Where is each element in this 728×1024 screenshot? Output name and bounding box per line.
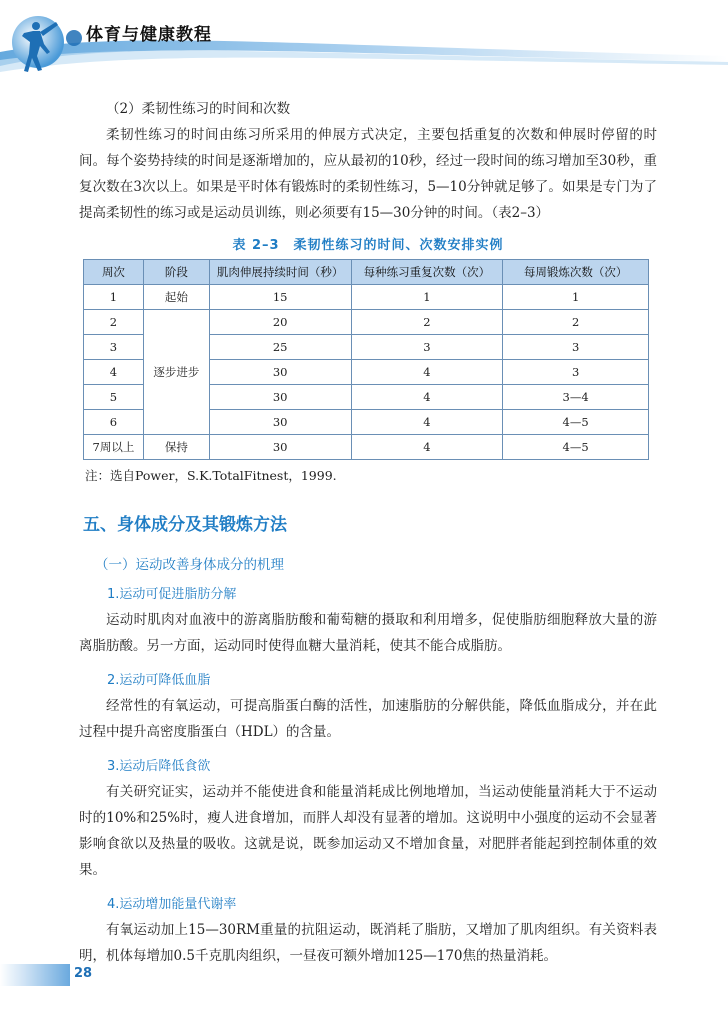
footer-bar (0, 964, 70, 986)
column-header: 阶段 (143, 260, 209, 285)
point-heading: 4.运动增加能量代谢率 (107, 897, 237, 912)
table-row (84, 310, 649, 335)
table-cell (143, 410, 209, 435)
point-paragraph: 有关研究证实，运动并不能使进食和能量消耗成比例地增加，当运动使能量消耗大于不运动时的10%和25%时，瘦人进食增加，而胖人却没有显著的增加。这说明中小强度的运动不会显著影响食欲以及热量的吸收。这就是说，既参加运动又不增加食量，对肥胖者能起到控制体重的效果。 (79, 784, 657, 878)
column-header: 每周锻炼次数（次） (503, 260, 649, 285)
table-cell: 起始 (143, 285, 209, 310)
point-paragraph: 有氧运动加上15—30RM重量的抗阻运动，既消耗了脂肪，又增加了肌肉组织。有关资料表明，机体每增加0.5千克肌肉组织，一昼夜可额外增加125—170焦的热量消耗。 (79, 922, 657, 964)
table-note: 注：选自Power，S.K.TotalFitnest，1999. (85, 468, 337, 483)
table-row (84, 385, 649, 410)
table-cell: 4 (351, 360, 503, 385)
table-row (84, 285, 649, 310)
table-cell: 30 (209, 435, 351, 460)
header-banner-graphic (0, 0, 728, 90)
flexibility-schedule-table (83, 259, 649, 460)
flexibility-paragraph: 柔韧性练习的时间由练习所采用的伸展方式决定，主要包括重复的次数和伸展时停留的时间。每个姿势持续的时间是逐渐增加的，应从最初的10秒，经过一段时间的练习增加至30秒，重复次数在3次以上。如果是平时体有锻炼时的柔韧性练习，5—10分钟就足够了。如果是专门为了提高柔韧性的练习或是运动员训练，则必须要有15—30分钟的时间。（表2–3） (79, 127, 657, 221)
point-heading: 1.运动可促进脂肪分解 (107, 587, 237, 602)
table-cell: 2 (84, 310, 144, 335)
section-heading: 五、身体成分及其锻炼方法 (83, 515, 287, 535)
page-number: 28 (74, 966, 93, 981)
table-cell: 3 (503, 360, 649, 385)
table-cell: 4—5 (503, 410, 649, 435)
table-row (84, 360, 649, 385)
table-cell: 30 (209, 360, 351, 385)
table-cell: 1 (84, 285, 144, 310)
shuttle-icon (66, 30, 82, 46)
table-cell: 3 (84, 335, 144, 360)
table-cell: 25 (209, 335, 351, 360)
subsection-heading: （一）运动改善身体成分的机理 (95, 557, 284, 573)
table-row (84, 435, 649, 460)
table-cell: 30 (209, 410, 351, 435)
table-cell: 3 (351, 335, 503, 360)
table-cell: 逐步进步 (143, 360, 209, 385)
table-cell (143, 385, 209, 410)
point-heading: 3.运动后降低食欲 (107, 759, 211, 774)
page-header (0, 0, 728, 90)
table-header-row (84, 260, 649, 285)
point-paragraph: 经常性的有氧运动，可提高脂蛋白酶的活性，加速脂肪的分解供能，降低血脂成分，并在此过程中提升高密度脂蛋白（HDL）的含量。 (79, 698, 657, 740)
table-cell: 4 (351, 435, 503, 460)
book-title: 体育与健康教程 (86, 25, 212, 45)
point-paragraph: 运动时肌肉对血液中的游离脂肪酸和葡萄糖的摄取和利用增多，促使脂肪细胞释放大量的游离脂肪酸。另一方面，运动同时使得血糖大量消耗，使其不能合成脂肪。 (79, 612, 657, 654)
table-cell: 1 (503, 285, 649, 310)
table-cell: 保持 (143, 435, 209, 460)
page-content (79, 96, 657, 969)
table-cell: 4 (351, 410, 503, 435)
table-cell (143, 310, 209, 335)
table-cell: 20 (209, 310, 351, 335)
table-cell: 2 (503, 310, 649, 335)
table-cell (143, 335, 209, 360)
table-cell: 15 (209, 285, 351, 310)
table-cell: 1 (351, 285, 503, 310)
table-cell: 4 (351, 385, 503, 410)
table-row (84, 410, 649, 435)
table-title: 表 2–3 柔韧性练习的时间、次数安排实例 (232, 238, 504, 253)
point-heading: 2.运动可降低血脂 (107, 673, 211, 688)
table-cell: 4 (84, 360, 144, 385)
table-cell: 3—4 (503, 385, 649, 410)
column-header: 每种练习重复次数（次） (351, 260, 503, 285)
column-header: 周次 (84, 260, 144, 285)
column-header: 肌肉伸展持续时间（秒） (209, 260, 351, 285)
table-cell: 6 (84, 410, 144, 435)
table-cell: 7周以上 (84, 435, 144, 460)
table-cell: 2 (351, 310, 503, 335)
flexibility-subheading: （2）柔韧性练习的时间和次数 (106, 101, 291, 117)
table-cell: 4—5 (503, 435, 649, 460)
table-cell: 3 (503, 335, 649, 360)
table-cell: 5 (84, 385, 144, 410)
table-row (84, 335, 649, 360)
table-cell: 30 (209, 385, 351, 410)
